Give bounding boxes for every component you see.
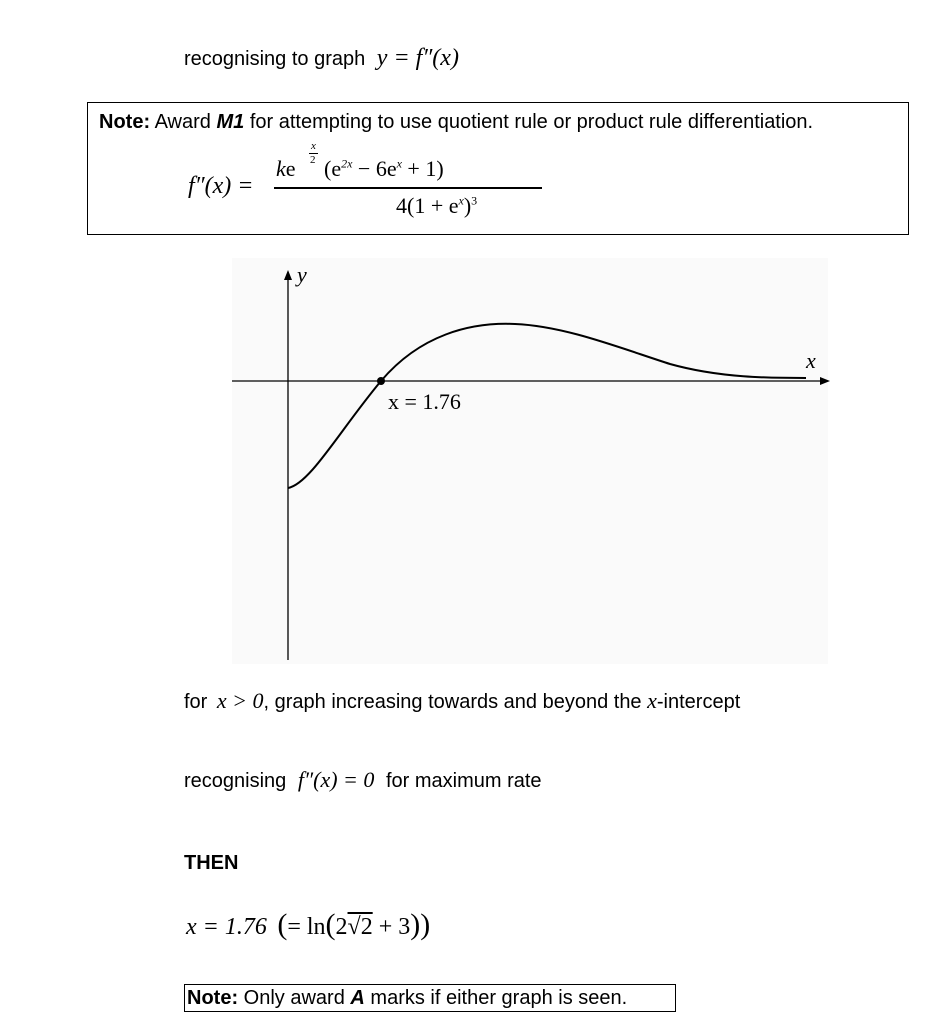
line2-post: -intercept [656, 691, 741, 713]
line3-math: f″(x) = 0 [297, 767, 375, 792]
result-value: x = 1.76 [186, 914, 267, 940]
line3-pre: recognising [184, 770, 287, 792]
note-m1-label: Note: [99, 111, 151, 133]
result-eq: = ln [287, 914, 326, 940]
graph-curve [288, 324, 806, 488]
x-axis-arrow [820, 377, 830, 385]
then-heading: THEN [184, 852, 239, 874]
line1-math: y = f″(x) [376, 45, 459, 71]
note-box-a-marks [184, 984, 676, 1012]
num-mid: − 6e [352, 156, 397, 181]
den-end: ) [463, 193, 472, 218]
num-pow2: x [396, 156, 402, 171]
exp-den: 2 [310, 154, 316, 166]
line1-text: recognising to graph [184, 48, 366, 70]
num-k: k [276, 156, 286, 181]
line2-xvar: x [647, 688, 657, 713]
result-inner-open: ( [325, 908, 336, 941]
line3-post: for maximum rate [385, 770, 542, 792]
num-bracket-open: (e [324, 156, 342, 181]
result-inner-close: ) [410, 908, 421, 941]
y-axis-arrow [284, 270, 292, 280]
note-m1-mark: M1 [216, 111, 245, 133]
den-pow: x [458, 193, 464, 208]
note-m1-post: for attempting to use quotient rule or product rule differentiation. [249, 111, 814, 133]
line2-math: x > 0 [216, 688, 264, 713]
num-end: + 1) [401, 156, 444, 181]
intercept-label: x = 1.76 [388, 389, 461, 414]
result-paren-open: ( [277, 908, 288, 941]
line-recognising-max-rate [184, 768, 542, 793]
note-a-label: Note: [187, 987, 239, 1009]
exp-num: x [311, 140, 316, 152]
den-start: 4(1 + e [396, 193, 459, 218]
num-pow1: 2x [341, 156, 353, 171]
formula-lhs: f″(x) = [188, 173, 254, 199]
line2-pre: for [184, 691, 208, 713]
num-e: e [285, 156, 296, 181]
result-paren-close: ) [420, 908, 431, 941]
note-m1-pre: Award [154, 111, 211, 133]
result-sqrt: √2 [347, 914, 373, 940]
note-a-mark: A [350, 987, 365, 1009]
note-a-post: marks if either graph is seen. [370, 987, 628, 1009]
x-axis-label: x [806, 348, 816, 373]
den-cube: 3 [471, 193, 478, 208]
result-plus3: + 3 [372, 914, 411, 940]
line2-mid: , graph increasing towards and beyond the [263, 691, 642, 713]
result-line [186, 908, 430, 942]
line-graph-increasing [184, 689, 740, 714]
y-axis-label: y [297, 262, 307, 287]
intercept-point [377, 377, 385, 385]
note-a-pre: Only award [243, 987, 345, 1009]
result-two: 2 [335, 914, 348, 940]
